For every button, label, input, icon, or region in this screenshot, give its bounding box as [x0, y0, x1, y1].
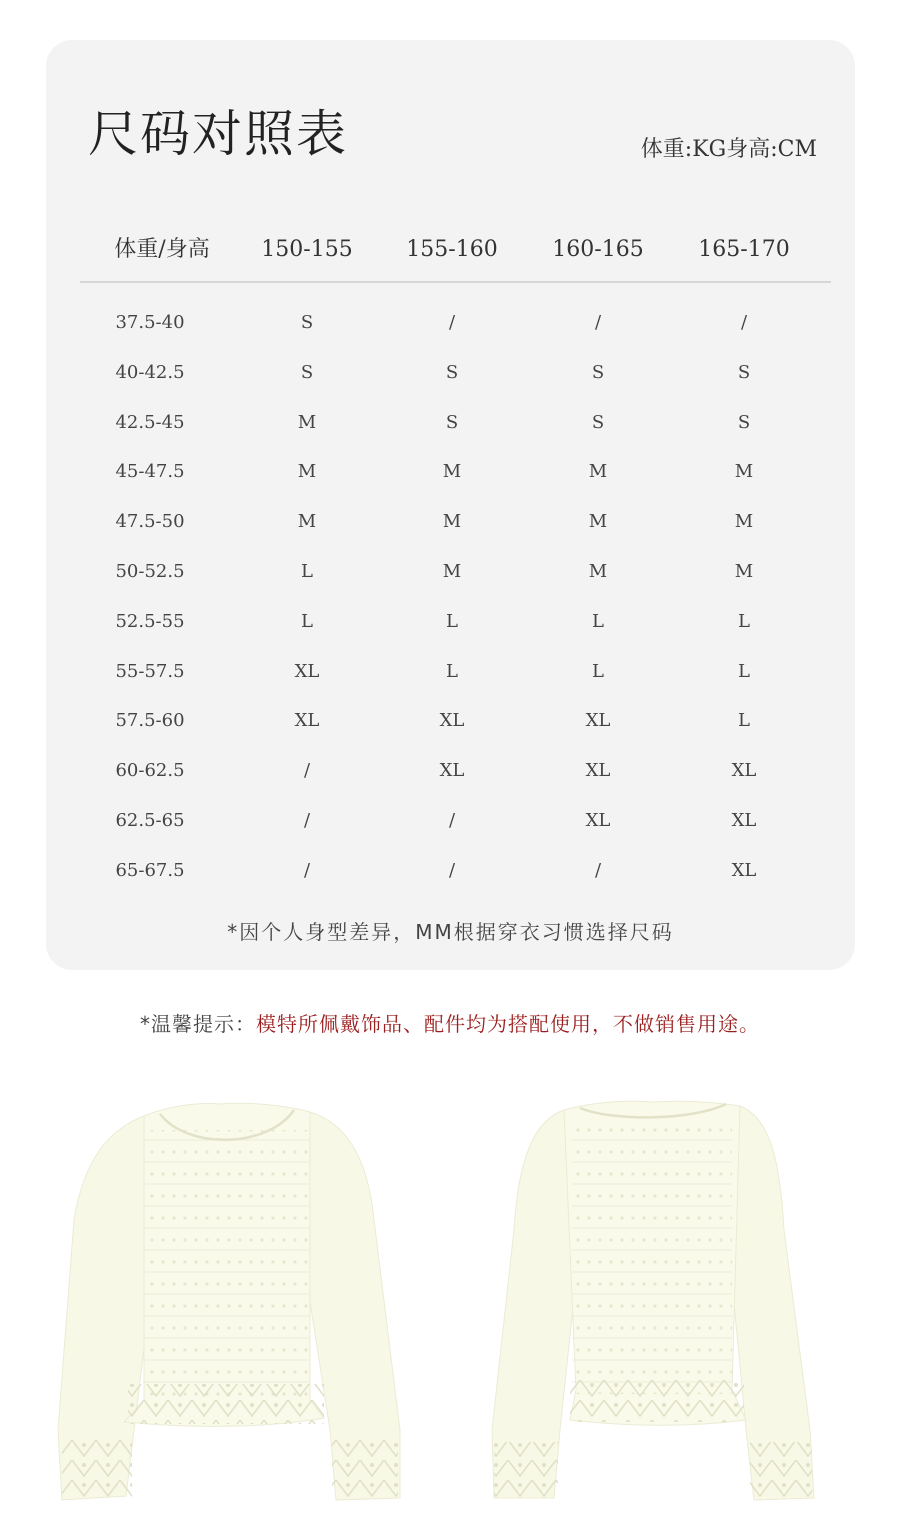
size-cell: XL — [439, 710, 465, 732]
size-cell: XL — [731, 859, 757, 881]
weight-range-cell: 52.5-55 — [115, 610, 185, 632]
size-cell: L — [592, 610, 604, 632]
size-cell: L — [738, 610, 750, 632]
header-cell: 150-155 — [261, 237, 353, 262]
size-cell: L — [301, 560, 313, 582]
reminder-text: 模特所佩戴饰品、配件均为搭配使用，不做销售用途。 — [256, 1012, 760, 1036]
size-cell: S — [737, 411, 751, 433]
size-cell: L — [592, 660, 604, 682]
header-cell: 165-170 — [698, 237, 790, 262]
size-cell: L — [738, 660, 750, 682]
size-cell: M — [588, 511, 608, 533]
size-cell: / — [740, 312, 748, 333]
size-cell: M — [734, 511, 754, 533]
header-cell: 155-160 — [406, 237, 498, 262]
size-cell: M — [588, 560, 608, 582]
size-cell: XL — [731, 760, 757, 782]
weight-range-cell: 57.5-60 — [115, 710, 185, 732]
size-cell: / — [303, 760, 311, 782]
weight-range-cell: 55-57.5 — [115, 660, 185, 682]
size-cell: L — [738, 710, 750, 732]
size-cell: XL — [439, 760, 465, 782]
size-cell: M — [734, 560, 754, 582]
size-cell: M — [588, 461, 608, 483]
size-cell: S — [300, 312, 314, 333]
table-row — [80, 355, 830, 405]
weight-range-cell: 40-42.5 — [115, 361, 185, 383]
weight-range-cell: 50-52.5 — [115, 560, 185, 582]
size-chart-card — [46, 40, 855, 970]
size-cell: S — [300, 361, 314, 383]
size-cell: XL — [585, 760, 611, 782]
table-row — [80, 853, 830, 903]
size-cell: / — [448, 312, 456, 333]
size-cell: / — [448, 809, 456, 831]
size-cell: / — [448, 859, 456, 881]
reminder — [0, 1008, 900, 1037]
size-cell: L — [446, 660, 458, 682]
size-cell: S — [445, 411, 459, 433]
sweater-front-photo — [48, 1100, 418, 1505]
size-cell: S — [591, 361, 605, 383]
size-cell: / — [594, 859, 602, 881]
table-row — [80, 654, 830, 704]
table-row — [80, 504, 830, 554]
sweater-back-photo — [484, 1100, 840, 1505]
size-cell: XL — [294, 660, 320, 682]
table-row — [80, 305, 830, 355]
table-row — [80, 405, 830, 455]
size-cell: L — [301, 610, 313, 632]
size-cell: / — [303, 859, 311, 881]
weight-range-cell: 45-47.5 — [115, 461, 185, 483]
size-cell: S — [737, 361, 751, 383]
table-row — [80, 454, 830, 504]
size-cell: M — [442, 461, 462, 483]
size-cell: M — [442, 511, 462, 533]
size-cell: M — [442, 560, 462, 582]
size-cell: XL — [294, 710, 320, 732]
size-cell: S — [591, 411, 605, 433]
header-cell: 160-165 — [552, 237, 644, 262]
weight-range-cell: 65-67.5 — [115, 859, 185, 881]
weight-range-cell: 42.5-45 — [115, 411, 185, 433]
size-cell: XL — [585, 710, 611, 732]
weight-range-cell: 60-62.5 — [115, 760, 185, 782]
weight-range-cell: 47.5-50 — [115, 511, 185, 533]
size-cell: M — [734, 461, 754, 483]
size-cell: L — [446, 610, 458, 632]
size-cell: XL — [731, 809, 757, 831]
weight-range-cell: 62.5-65 — [115, 809, 185, 831]
size-cell: S — [445, 361, 459, 383]
header-cell: 体重/身高 — [114, 237, 210, 262]
size-cell: / — [594, 312, 602, 333]
weight-range-cell: 37.5-40 — [115, 312, 185, 333]
table-row — [80, 703, 830, 753]
size-cell: / — [303, 809, 311, 831]
table-row — [80, 554, 830, 604]
header-divider — [80, 281, 831, 283]
table-header — [80, 230, 830, 280]
size-cell: M — [297, 411, 317, 433]
size-cell: M — [297, 461, 317, 483]
footnote: *因个人身型差异，MM根据穿衣习惯选择尺码 — [227, 920, 674, 944]
unit-note: 体重:KG身高:CM — [640, 137, 817, 162]
table-row — [80, 604, 830, 654]
size-cell: XL — [585, 809, 611, 831]
page-title: 尺码对照表 — [88, 105, 348, 163]
table-row — [80, 753, 830, 803]
table-row — [80, 803, 830, 853]
table-body — [80, 305, 830, 903]
size-cell: M — [297, 511, 317, 533]
reminder-label: *温馨提示： — [140, 1012, 256, 1036]
